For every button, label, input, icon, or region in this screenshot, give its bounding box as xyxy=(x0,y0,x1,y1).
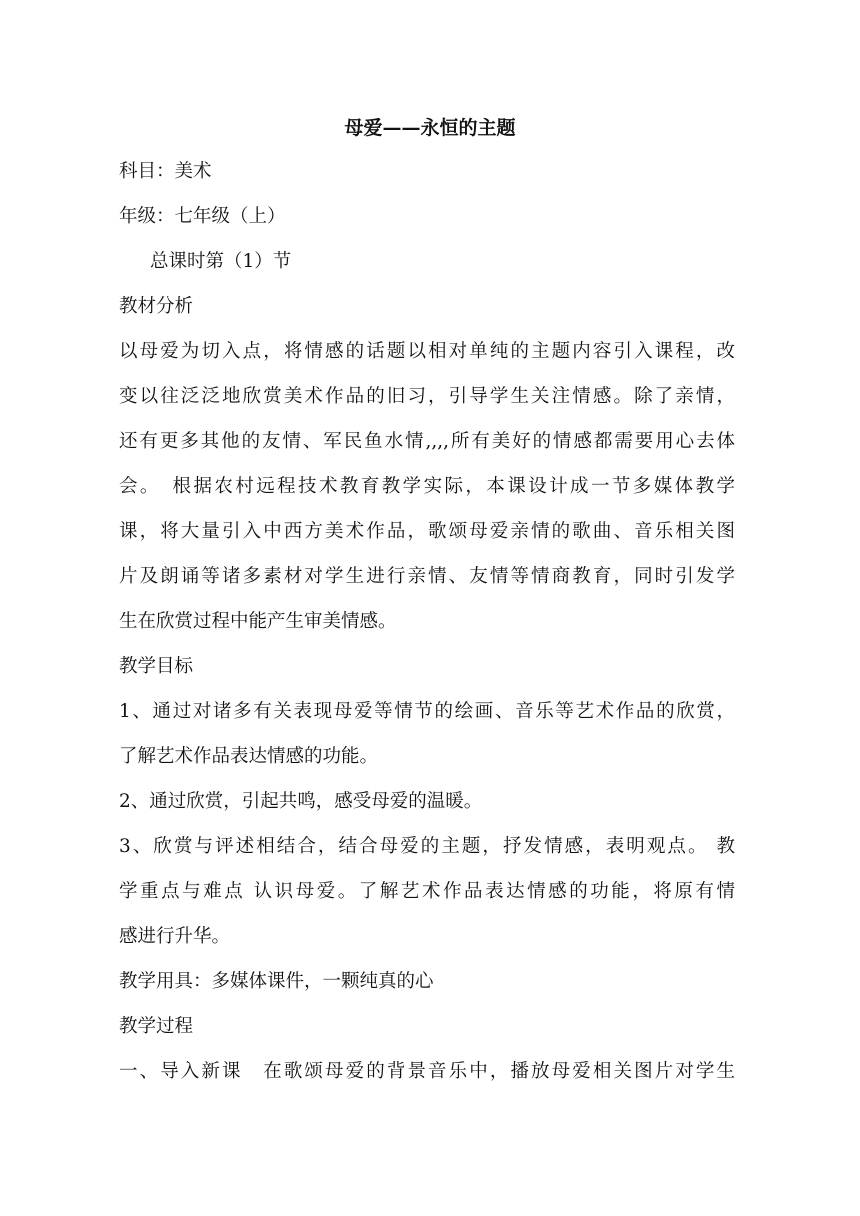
process-heading: 教学过程 xyxy=(119,1016,194,1037)
analysis-line: 会。 根据农村远程技术教育教学实际，本课设计成一节多媒体教学 xyxy=(119,476,735,497)
analysis-line: 课，将大量引入中西方美术作品，歌颂母爱亲情的歌曲、音乐相关图 xyxy=(119,521,735,542)
goals-line: 了解艺术作品表达情感的功能。 xyxy=(119,746,379,767)
goals-line: 学重点与难点 认识母爱。了解艺术作品表达情感的功能，将原有情 xyxy=(119,881,735,902)
goals-line: 感进行升华。 xyxy=(119,926,231,947)
process-line: 一、导入新课 在歌颂母爱的背景音乐中，播放母爱相关图片对学生 xyxy=(119,1061,735,1082)
grade-line: 年级：七年级（上） xyxy=(119,206,286,227)
analysis-line: 还有更多其他的友情、军民鱼水情,,,,所有美好的情感都需要用心去体 xyxy=(119,431,735,452)
analysis-line: 变以往泛泛地欣赏美术作品的旧习，引导学生关注情感。除了亲情， xyxy=(119,386,735,407)
analysis-line: 以母爱为切入点，将情感的话题以相对单纯的主题内容引入课程，改 xyxy=(119,341,735,362)
subject-line: 科目：美术 xyxy=(119,161,212,182)
goals-heading: 教学目标 xyxy=(119,656,194,677)
document-title: 母爱——永恒的主题 xyxy=(344,117,516,139)
tools-line: 教学用具：多媒体课件，一颗纯真的心 xyxy=(119,971,434,992)
analysis-line: 片及朗诵等诸多素材对学生进行亲情、友情等情商教育，同时引发学 xyxy=(119,566,735,587)
analysis-line: 生在欣赏过程中能产生审美情感。 xyxy=(119,611,397,632)
goals-line: 3、欣赏与评述相结合，结合母爱的主题，抒发情感，表明观点。 教 xyxy=(119,836,735,857)
goals-line: 1、通过对诸多有关表现母爱等情节的绘画、音乐等艺术作品的欣赏， xyxy=(119,701,735,722)
lesson-line: 总课时第（1）节 xyxy=(150,251,292,272)
analysis-heading: 教材分析 xyxy=(119,296,194,317)
goals-line: 2、通过欣赏，引起共鸣，感受母爱的温暖。 xyxy=(119,791,483,812)
